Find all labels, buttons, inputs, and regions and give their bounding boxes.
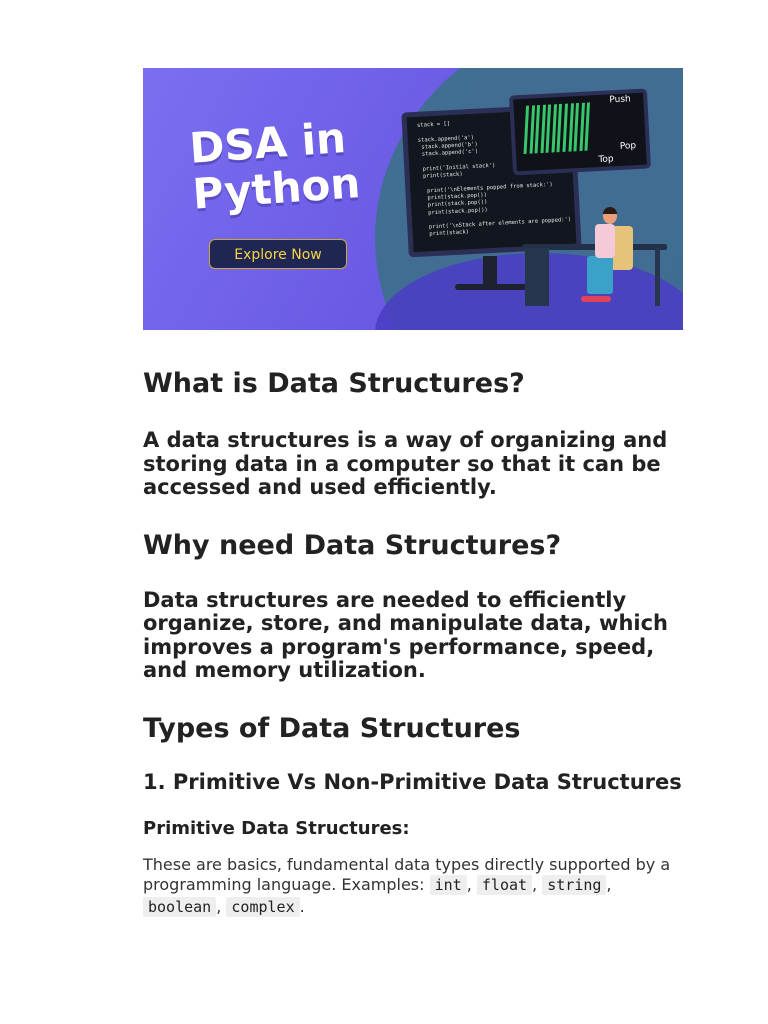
section-title-what-is: What is Data Structures?	[143, 368, 525, 399]
stack-pop-label: Pop	[619, 141, 637, 152]
example-int-code: int	[430, 875, 467, 895]
banner-title-line2: Python	[191, 158, 362, 219]
subsection-title-primitive-vs-non-primitive: 1. Primitive Vs Non-Primitive Data Structures	[143, 769, 682, 794]
stack-bars-illustration	[524, 103, 590, 154]
explore-now-button[interactable]: Explore Now	[209, 239, 347, 269]
banner-title-line1: DSA in	[187, 113, 348, 173]
stack-push-label: Push	[609, 94, 631, 106]
person-legs-illustration	[587, 256, 613, 294]
desk-drawer-illustration	[525, 248, 549, 306]
example-complex-code: complex	[226, 897, 299, 917]
period-terminator: .	[299, 896, 305, 916]
example-boolean-code: boolean	[143, 897, 216, 917]
stack-top-label: Top	[598, 154, 614, 166]
primitive-data-structures-text	[143, 855, 683, 917]
section-title-why-need: Why need Data Structures?	[143, 529, 562, 561]
dsa-python-banner[interactable]	[143, 68, 683, 330]
stack-diagram-screen	[509, 88, 651, 175]
example-float-code: float	[477, 875, 532, 895]
section-body-why-need: Data structures are needed to efficiently organize, store, and manipulate data, which improves a program's performance, speed, and memory utilization.	[143, 587, 668, 682]
comma-separator: ,	[532, 874, 538, 894]
section-body-what-is: A data structures is a way of organizing and storing data in a computer so that it can be accessed and used efficiently.	[143, 428, 668, 499]
section-title-types: Types of Data Structures	[143, 712, 521, 744]
monitor-base	[455, 284, 527, 290]
monitor-code-snippet: stack = [] stack.append('a') stack.append('b') stack.append('c') print('Initial stack') print(stack) print('\nElements popped from stack:') print(stack.pop()) print(stack.pop()) print(stack.pop()) print('\nStack after elements are popped:') print(stack)	[416, 121, 572, 239]
person-feet-illustration	[581, 296, 611, 302]
comma-separator: ,	[466, 874, 472, 894]
example-string-code: string	[542, 875, 606, 895]
primitive-description: These are basics, fundamental data types directly supported by a programming language. Examples:	[143, 854, 671, 894]
comma-separator: ,	[216, 896, 222, 916]
comma-separator: ,	[606, 874, 612, 894]
person-body-illustration	[595, 224, 615, 258]
primitive-data-structures-heading: Primitive Data Structures:	[143, 817, 410, 839]
article-content	[143, 68, 683, 917]
person-hair-illustration	[603, 207, 617, 214]
monitor-stand	[483, 256, 497, 286]
desk-leg-illustration	[655, 248, 660, 306]
banner-title	[188, 114, 362, 217]
